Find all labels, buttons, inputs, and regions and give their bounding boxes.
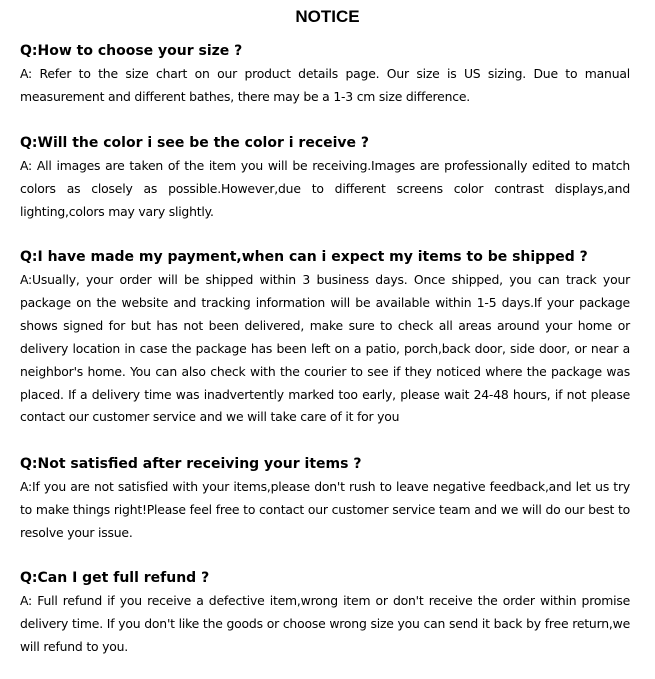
faq-item-shipping: [20, 247, 630, 429]
faq-question: Q:Can I get full refund ?: [20, 570, 210, 586]
faq-answer: A:If you are not satisfied with your items,please don't rush to leave negative feedback,and let us try to make things right!Please feel free to contact our customer service team and we will do our best to resolve your issue.: [20, 479, 630, 540]
faq-question: Q:I have made my payment,when can i expect my items to be shipped ?: [20, 249, 588, 265]
faq-question: Q:How to choose your size ?: [20, 43, 243, 59]
page-title: NOTICE: [295, 7, 360, 26]
faq-item-color: [20, 133, 630, 224]
faq-item-satisfaction: [20, 454, 630, 545]
faq-item-refund: [20, 568, 630, 659]
faq-answer: A:Usually, your order will be shipped within 3 business days. Once shipped, you can track your package on the website and tracking information will be available within 1-5 days.If your package shows signed for but has not been delivered, make sure to check all areas around your home or delivery location in case the package has been left on a patio, porch,back door, side door, or near a neighbor's home. You can also check with the courier to see if they noticed where the package was placed. If a delivery time was inadvertently marked too early, please wait 24-48 hours, if not please contact our customer service and we will take care of it for you: [20, 272, 630, 425]
faq-answer: A: Refer to the size chart on our product details page. Our size is US sizing. Due to manual measurement and different bathes, there may be a 1-3 cm size difference.: [20, 66, 630, 104]
faq-question: Q:Not satisfied after receiving your items ?: [20, 456, 362, 472]
faq-question: Q:Will the color i see be the color i receive ?: [20, 135, 370, 151]
faq-answer: A: Full refund if you receive a defective item,wrong item or don't receive the order within promise delivery time. If you don't like the goods or choose wrong size you can send it back by free return,we will refund to you.: [20, 593, 630, 654]
faq-item-size: [20, 41, 630, 109]
faq-answer: A: All images are taken of the item you will be receiving.Images are professionally edited to match colors as closely as possible.However,due to different screens color contrast displays,and lighting,colors may vary slightly.: [20, 158, 630, 219]
